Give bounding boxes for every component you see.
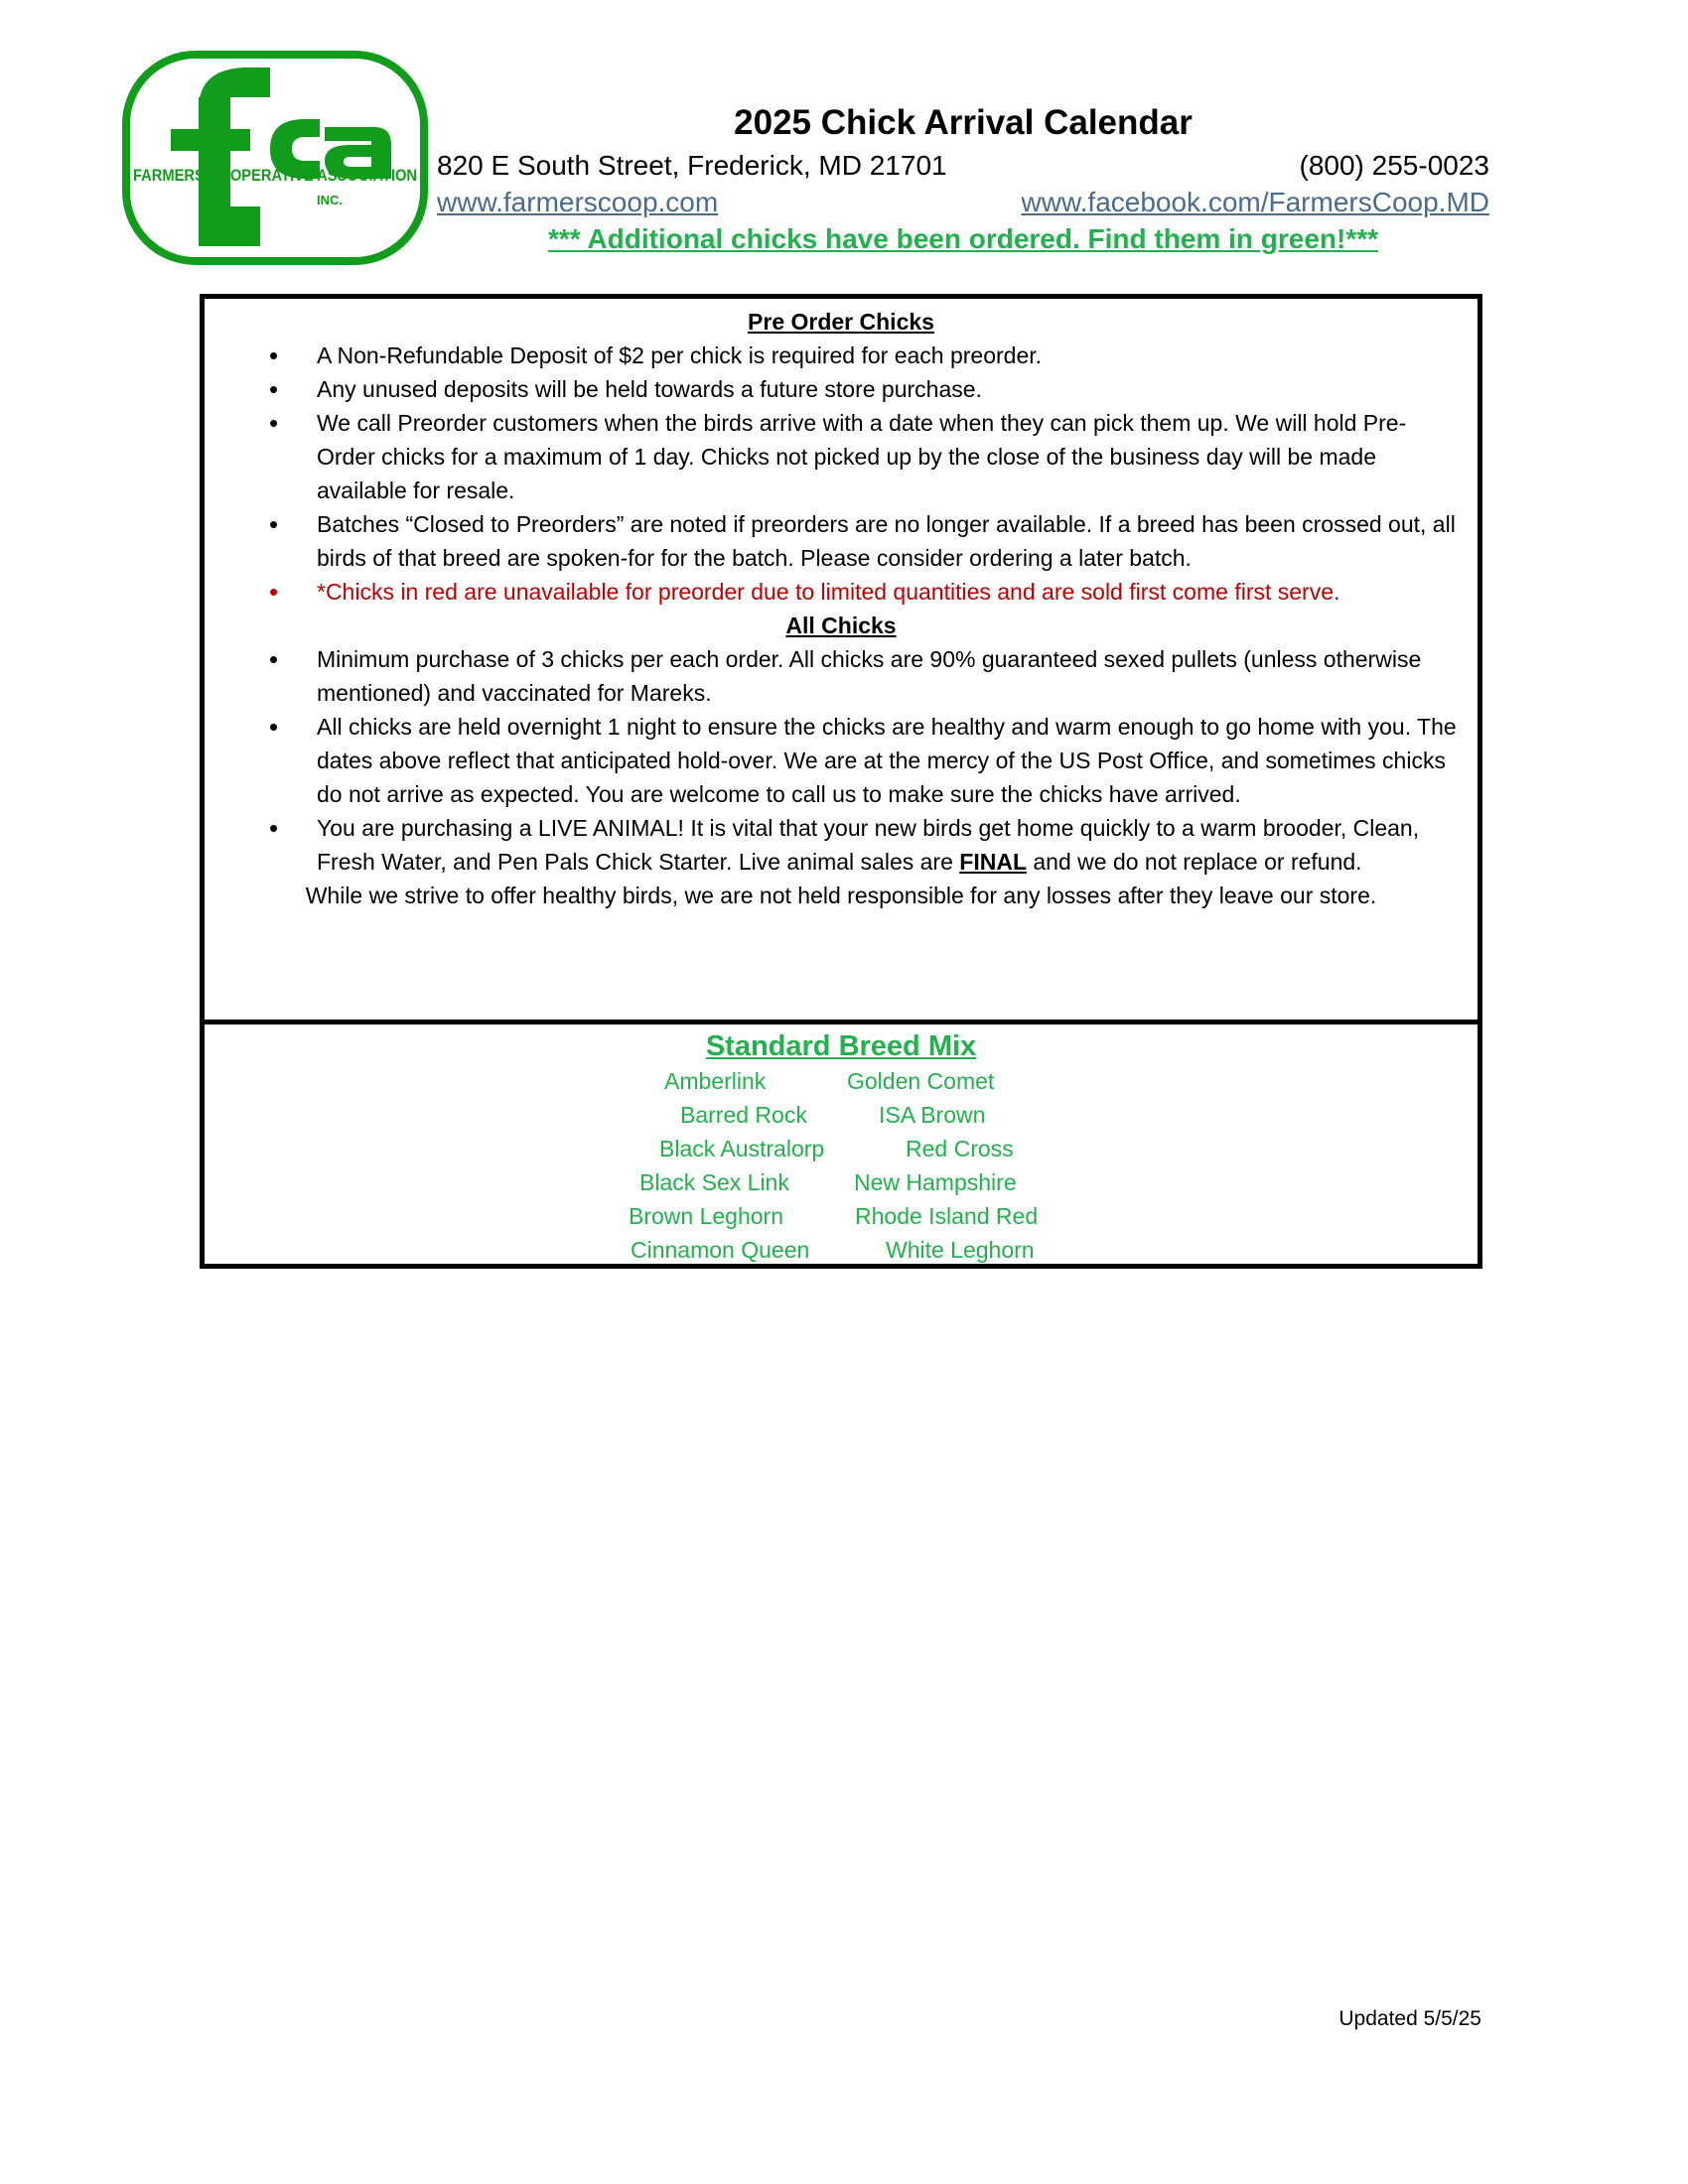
list-item-live-animal: [205, 811, 1477, 879]
breed-name: New Hampshire: [854, 1169, 1017, 1195]
all-chicks-list: [205, 642, 1477, 879]
list-item: • Batches “Closed to Preorders” are noted if preorders are no longer available. If a breed has been crossed out, all birds of that breed are spoken-for for the batch. Please consider ordering a later batch.: [205, 507, 1477, 575]
breed-name: Barred Rock: [680, 1102, 807, 1128]
breed-row: [205, 1132, 1477, 1165]
breed-row: [205, 1098, 1477, 1132]
fca-logo: [121, 50, 429, 266]
website-link[interactable]: www.farmerscoop.com: [437, 187, 719, 217]
section-divider: [205, 1020, 1477, 1024]
all-chicks-heading: All Chicks: [785, 613, 897, 638]
list-item: • A Non-Refundable Deposit of $2 per chick is required for each preorder.: [205, 339, 1477, 372]
additional-chicks-notice: *** Additional chicks have been ordered. Find them in green!***: [547, 223, 1379, 254]
breed-mix-title: Standard Breed Mix: [705, 1030, 977, 1062]
logo-name: FARMERS COOPERATIVE ASSOCIATION: [133, 166, 417, 185]
breed-name: Black Sex Link: [639, 1169, 789, 1195]
breed-row: [205, 1165, 1477, 1199]
list-item: • All chicks are held overnight 1 night to ensure the chicks are healthy and warm enough to go home with you. The dates above reflect that anticipated hold-over. We are at the mercy of the US Post Office, and sometimes chicks do not arrive as expected. You are welcome to call us to make sure the chicks have arrived.: [205, 710, 1477, 811]
store-address: 820 E South Street, Frederick, MD 21701: [437, 150, 947, 181]
updated-date: Updated 5/5/25: [1338, 2007, 1481, 2030]
breed-row: [205, 1233, 1477, 1267]
list-item: • Any unused deposits will be held towards a future store purchase.: [205, 372, 1477, 406]
preorder-heading: Pre Order Chicks: [748, 309, 934, 335]
logo-suffix: INC.: [317, 193, 343, 207]
breed-name: Red Cross: [906, 1136, 1014, 1161]
live-animal-text: You are purchasing a LIVE ANIMAL! It is vital that your new birds get home quickly to a warm brooder, Clean, Fresh Water, and Pen Pals Chick Starter. Live animal sales are: [317, 815, 1420, 875]
breed-name: Brown Leghorn: [629, 1203, 783, 1229]
breed-name: Amberlink: [664, 1068, 767, 1094]
breed-name: ISA Brown: [879, 1102, 986, 1128]
policy-section: [205, 305, 1477, 912]
preorder-list: [205, 339, 1477, 609]
breed-row: [205, 1064, 1477, 1098]
list-item: • We call Preorder customers when the birds arrive with a date when they can pick them up. We will hold Pre-Order chicks for a maximum of 1 day. Chicks not picked up by the close of the business day will be made available for resale.: [205, 406, 1477, 507]
info-box: [200, 294, 1482, 1269]
breed-row: [205, 1199, 1477, 1233]
breed-name: Cinnamon Queen: [631, 1237, 810, 1263]
store-phone: (800) 255-0023: [1299, 150, 1489, 181]
live-animal-text-end: and we do not replace or refund.: [1027, 849, 1362, 875]
list-item: • Minimum purchase of 3 chicks per each order. All chicks are 90% guaranteed sexed pullets (unless otherwise mentioned) and vaccinated for Mareks.: [205, 642, 1477, 710]
breed-name: Rhode Island Red: [855, 1203, 1039, 1229]
breed-name: Black Australorp: [659, 1136, 825, 1161]
disclaimer: While we strive to offer healthy birds, we are not held responsible for any losses after they leave our store.: [305, 883, 1377, 908]
facebook-link[interactable]: www.facebook.com/FarmersCoop.MD: [1021, 187, 1489, 217]
standard-breed-mix: [205, 1028, 1477, 1267]
page-title: 2025 Chick Arrival Calendar: [734, 103, 1193, 142]
list-item-red-note: • *Chicks in red are unavailable for preorder due to limited quantities and are sold first come first serve.: [205, 575, 1477, 609]
breed-name: White Leghorn: [886, 1237, 1035, 1263]
breed-name: Golden Comet: [847, 1068, 995, 1094]
final-emphasis: FINAL: [959, 849, 1027, 875]
